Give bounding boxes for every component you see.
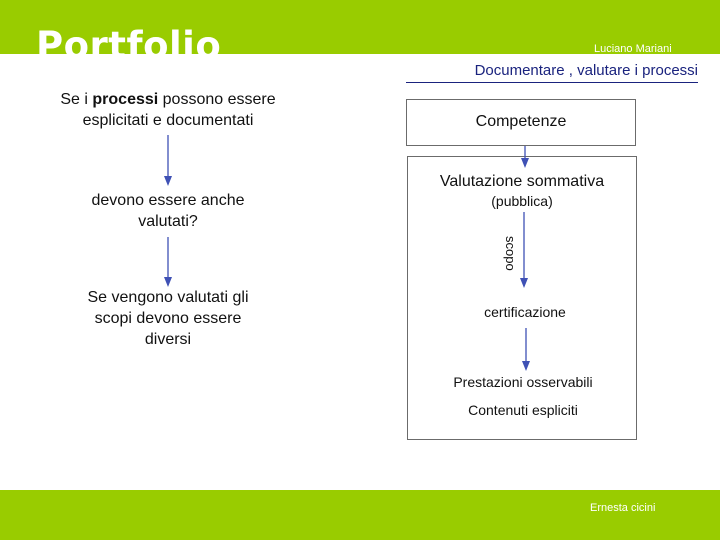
page-title: Portfolio [36,24,222,58]
valutazione-sommativa-label: Valutazione sommativa [439,173,605,190]
processes-statement-line1: Se i processi possono essere [60,91,276,108]
pubblica-label: (pubblica) [491,193,553,209]
scopo-label: scopo [503,236,518,271]
contenuti-label: Contenuti espliciti [468,402,578,418]
certificazione-label: certificazione [484,304,566,320]
evaluation-question: devono essere anche valutati? [91,192,245,230]
processes-keyword: processi [92,91,159,108]
footer-author: Ernesta cicini [590,502,656,514]
processes-statement-line2: esplicitati e documentati [82,112,254,129]
author-label: Luciano Mariani [594,43,672,55]
competenze-label: Competenze [475,113,567,130]
subtitle: Documentare , valutare i processi [474,62,698,79]
purpose-conclusion: Se vengono valutati gli scopi devono essere diversi [87,289,249,348]
footer-band [0,490,720,540]
prestazioni-label: Prestazioni osservabili [453,374,593,390]
